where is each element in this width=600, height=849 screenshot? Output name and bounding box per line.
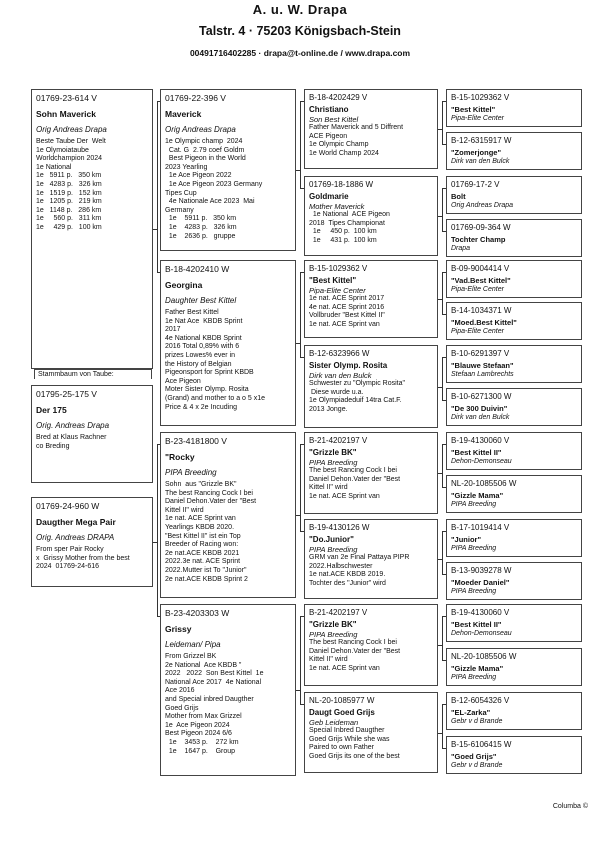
bird-detail-line: Beste Taube Der Welt — [36, 138, 106, 145]
ring-number: B-21-4202197 V — [309, 436, 368, 445]
bird-name: "Blauwe Stefaan" — [451, 361, 514, 370]
ring-number: B-12-6323966 W — [309, 349, 370, 358]
connector-line — [300, 444, 304, 445]
bird-detail-line: Father Maverick and 5 Diffrent — [309, 124, 404, 131]
breeder-contact: 00491716402285 · drapa@t-online.de / www.drapa.com — [189, 48, 411, 58]
connector-line — [442, 272, 443, 315]
bird-detail-line: 2022.Mutter ist To "Junior" — [165, 566, 247, 574]
breeder-address: Talstr. 4 · 75203 Königsbach-Stein — [199, 24, 401, 38]
connector-line — [442, 144, 446, 145]
connector-line — [442, 660, 446, 661]
pedigree-card-gg1 — [304, 89, 438, 169]
ring-number: NL-20-1085506 W — [451, 652, 517, 661]
bird-detail-line: 1e World Champ 2024 — [309, 149, 379, 157]
bird-detail-line: prizes Lowes% ever in — [165, 351, 236, 359]
bird-detail-line: 1e 1205 p. 219 km — [36, 198, 102, 206]
bird-name: Goldmarie — [309, 192, 349, 201]
bird-detail-line: 2022.3e nat. ACE Sprint — [165, 558, 241, 566]
connector-line — [442, 444, 446, 445]
bird-detail-line: 2024 01769-24-616 — [36, 563, 100, 571]
pedigree-card-ggg15 — [446, 692, 582, 730]
bird-origin: Geb Leideman — [309, 718, 359, 727]
pedigree-card-ggg6 — [446, 302, 582, 340]
bird-name: Tochter Champ — [451, 235, 506, 244]
bird-detail-line: 1e National — [36, 163, 72, 171]
connector-line — [300, 531, 304, 532]
bird-detail-line: 2017 — [165, 326, 181, 334]
ring-number: B-18-4202429 V — [309, 93, 368, 102]
bird-name: "EL-Zarka" — [451, 708, 491, 717]
connector-line — [300, 616, 301, 705]
bird-name: "Moeder Daniel" — [451, 578, 510, 587]
ring-number: B-12-6054326 V — [451, 696, 510, 705]
ring-number: B-12-6315917 W — [451, 136, 512, 145]
bird-origin: Daughter Best Kittel — [165, 296, 237, 305]
ring-number: B-23-4203303 W — [165, 608, 230, 618]
ring-number: B-15-1029362 V — [309, 264, 368, 273]
pedigree-card-ggg1 — [446, 89, 582, 127]
bird-origin: PIPA Breeding — [451, 673, 497, 681]
pedigree-card-ggg8 — [446, 388, 582, 426]
bird-detail-line: Mother from Max Grizzel — [165, 713, 242, 721]
breeder-name: A. u. W. Drapa — [252, 2, 348, 17]
pedigree-card-ggg10 — [446, 475, 582, 513]
bird-origin: Drapa — [451, 244, 471, 252]
bird-origin: PIPA Breeding — [309, 545, 358, 554]
bird-origin: Dehon-Demonseau — [451, 457, 512, 465]
connector-line — [442, 272, 446, 273]
ring-number: B-21-4202197 V — [309, 608, 368, 617]
bird-detail-line: Goed Grijs — [165, 704, 199, 712]
connector-line — [300, 616, 304, 617]
bird-origin: Dirk van den Bulck — [451, 157, 510, 165]
bird-detail-line: 1e 5911 p. 350 km — [165, 215, 237, 223]
bird-name: Sister Olymp. Rosita — [309, 361, 388, 370]
bird-detail-line: 4e Nationale Ace 2023 Mai — [165, 198, 255, 206]
bird-origin: Stefaan Lambrechts — [451, 370, 514, 378]
bird-detail-line: 1e 1148 p. 286 km — [36, 206, 102, 214]
bird-detail-line: 2022.Halbschwester — [309, 562, 373, 570]
bird-origin: Orig Andreas Drapa — [165, 125, 236, 134]
bird-detail-line: 1e Ace Pigeon 2023 Germany — [165, 180, 263, 188]
bird-detail-line: From Grizzel BK — [165, 653, 217, 660]
pedigree-card-gg4 — [304, 345, 438, 428]
connector-line — [442, 188, 443, 232]
pedigree-card-ggg2 — [446, 132, 582, 170]
connector-line — [442, 444, 443, 488]
bird-detail-line: (Grand) and mother to a o 5 x1e — [165, 394, 265, 402]
ring-number: B-15-6106415 W — [451, 740, 512, 749]
ring-number: B-18-4202410 W — [165, 264, 230, 274]
bird-detail-line: 1e 429 p. 100 km — [36, 223, 102, 231]
pedigree-card-ggg9 — [446, 432, 582, 470]
bird-origin: Pipa-Elite Center — [451, 114, 504, 122]
connector-line — [157, 616, 160, 617]
ring-number: 01795-25-175 V — [36, 389, 97, 399]
bird-origin: PIPA Breeding — [165, 468, 217, 477]
bird-detail-line: 1e 1519 p. 152 km — [36, 189, 102, 197]
footer-credit: Columba © — [552, 803, 588, 810]
ring-number: B-19-4130060 V — [451, 608, 510, 617]
connector-line — [442, 400, 446, 401]
bird-detail-line: 2013 Jonge. — [309, 405, 348, 413]
connector-line — [300, 357, 304, 358]
ring-number: 01769-09-364 W — [451, 223, 511, 232]
bird-detail-line: 1e Ace Pigeon 2022 — [165, 172, 232, 180]
pedigree-card-ggg16 — [446, 736, 582, 774]
ring-number: B-10-6291397 V — [451, 349, 510, 358]
bird-detail-line: "Best Kittel II" ist ein Top — [165, 532, 241, 540]
connector-line — [442, 574, 446, 575]
bird-detail-line: Paired to own Father — [309, 744, 374, 752]
bird-detail-line: 2e nat.ACE KBDB Sprint 2 — [165, 575, 248, 583]
pedigree-card-gg3 — [304, 260, 438, 338]
bird-origin: Dirk van den Bulck — [309, 371, 372, 380]
pedigree-card-g3 — [160, 432, 296, 598]
ring-number: B-19-4130060 V — [451, 436, 510, 445]
pedigree-card-center — [31, 385, 153, 483]
connector-line — [300, 444, 301, 532]
bird-detail-line: The best Rancing Cock I bei — [165, 489, 253, 497]
connector-line — [157, 272, 160, 273]
connector-line — [442, 101, 446, 102]
bird-detail-line: 1e 5911 p. 350 km — [36, 172, 102, 180]
bird-name: Christiano — [309, 105, 349, 114]
bird-detail-line: Kittel II" wird — [309, 656, 348, 664]
bird-detail-line: 4e nat. ACE Sprint 2016 — [309, 303, 385, 311]
bird-detail-line: 1e Olympic champ 2024 — [165, 138, 243, 145]
bird-detail-line: Yearlings KBDB 2020. — [165, 523, 235, 531]
bird-detail-line: Germany — [165, 206, 194, 214]
ring-number: 01769-23-614 V — [36, 93, 97, 103]
connector-line — [300, 272, 304, 273]
bird-origin: Dehon-Demonseau — [451, 629, 512, 637]
bird-detail-line: 1e Nat Ace KBDB Sprint — [165, 317, 243, 325]
bird-origin: PIPA Breeding — [451, 544, 497, 552]
connector-line — [442, 314, 446, 315]
bird-detail-line: Kittel II" wird — [165, 506, 204, 514]
bird-detail-line: The best Rancing Cock I bei — [309, 467, 397, 474]
bird-detail-line: ACE Pigeon — [309, 132, 348, 140]
bird-origin: Mother Maverick — [309, 202, 365, 211]
connector-line — [300, 272, 301, 358]
bird-detail-line: 2023 Yearling — [165, 163, 208, 171]
bird-detail-line: GRM van 2e Final Pattaya PIPR — [309, 554, 410, 561]
bird-name: Grissy — [165, 624, 192, 634]
bird-origin: Pipa-Elite Center — [451, 327, 504, 335]
bird-detail-line: 1e 2636 p. gruppe — [165, 232, 236, 240]
bird-origin: Gebr v d Brande — [451, 761, 503, 769]
bird-origin: Dirk van den Bulck — [451, 413, 510, 421]
bird-detail-line: Daniel Dehon.Vater der "Best — [165, 498, 257, 506]
bird-detail-line: Pigeonsport for Sprint KBDB — [165, 369, 254, 377]
connector-line — [157, 444, 158, 617]
connector-line — [442, 704, 446, 705]
bird-detail-line: The best Rancing Cock I bei — [309, 639, 397, 646]
ring-number: B-23-4181800 V — [165, 436, 227, 446]
ring-number: B-10-6271300 W — [451, 392, 512, 401]
connector-line — [442, 357, 446, 358]
connector-line — [157, 444, 160, 445]
pedigree-card-g1 — [160, 89, 296, 251]
pedigree-card-ggg4 — [446, 219, 582, 257]
bird-name: "Grizzle BK" — [309, 448, 357, 457]
ring-number: B-13-9039278 W — [451, 566, 512, 575]
bird-origin: Pipa-Elite Center — [451, 285, 504, 293]
ring-number: B-15-1029362 V — [451, 93, 510, 102]
connector-line — [300, 704, 304, 705]
bird-name: "Gizzle Mama" — [451, 491, 504, 500]
bird-detail-line: 1e 4283 p. 326 km — [165, 223, 237, 231]
connector-line — [157, 101, 160, 102]
bird-detail-line: Sohn aus "Grizzle BK" — [165, 481, 237, 488]
ring-number: NL-20-1085977 W — [309, 696, 375, 705]
pedigree-card-ggg13 — [446, 604, 582, 642]
bird-detail-line: 2e nat.ACE KBDB 2021 — [165, 549, 240, 557]
bird-origin: Pipa-Elite Center — [309, 286, 366, 295]
bird-origin: PIPA Breeding — [451, 500, 497, 508]
pedigree-label: Stammbaum von Taube: — [34, 369, 152, 379]
pedigree-card-ggg5 — [446, 260, 582, 298]
bird-detail-line: From sper Pair Rocky — [36, 546, 104, 553]
bird-detail-line: Goed Grijs While she was — [309, 735, 390, 743]
bird-name: "Grizzle BK" — [309, 620, 357, 629]
bird-origin: Son Best Kittel — [309, 115, 359, 124]
ring-number: B-19-4130126 W — [309, 523, 370, 532]
pedigree-card-gg8 — [304, 692, 438, 773]
bird-name: Maverick — [165, 109, 202, 119]
bird-detail-line: 1e 450 p. 100 km — [309, 228, 377, 236]
bird-detail-line: Cat. G 2.79 coef Goldm — [165, 146, 245, 154]
ring-number: 01769-22-396 V — [165, 93, 226, 103]
bird-detail-line: 1e 3453 p. 272 km — [165, 738, 239, 746]
pedigree-card-ggg7 — [446, 345, 582, 383]
pedigree-card-ggg14 — [446, 648, 582, 686]
bird-detail-line: Father Best Kittel — [165, 309, 219, 316]
bird-name: "Do.Junior" — [309, 535, 354, 544]
pedigree-card-gg7 — [304, 604, 438, 686]
bird-detail-line: 1e National ACE Pigeon — [309, 211, 390, 218]
ring-number: 01769-17-2 V — [451, 180, 500, 189]
bird-detail-line: 1e Olympic Champ — [309, 141, 369, 149]
bird-detail-line: 1e Ace Pigeon 2024 — [165, 721, 230, 729]
bird-detail-line: 1e nat.ACE KBDB 2019. — [309, 571, 386, 579]
bird-name: "De 300 Duivin" — [451, 404, 508, 413]
connector-line — [300, 188, 304, 189]
bird-origin: Orig. Andreas Drapa — [36, 421, 110, 430]
bird-origin: PIPA Breeding — [309, 458, 358, 467]
bird-name: "Goed Grijs" — [451, 752, 497, 761]
bird-name: Daugther Mega Pair — [36, 517, 116, 527]
ring-number: B-09-9004414 V — [451, 264, 510, 273]
connector-line — [300, 101, 301, 189]
bird-origin: Orig Andreas Drapa — [36, 125, 107, 134]
bird-detail-line: Ace Pigeon — [165, 377, 201, 385]
bird-name: Georgina — [165, 280, 203, 290]
connector-line — [442, 531, 446, 532]
connector-line — [442, 748, 446, 749]
bird-name: "Best Kittel" — [309, 276, 357, 285]
bird-detail-line: 4e National KBDB Sprint — [165, 334, 242, 342]
pedigree-card-gg2 — [304, 176, 438, 256]
bird-origin: Gebr v d Brande — [451, 717, 503, 725]
ring-number: 01769-18-1886 W — [309, 180, 374, 189]
bird-name: "Gizzle Mama" — [451, 664, 504, 673]
bird-origin: Leideman/ Pipa — [165, 640, 221, 649]
bird-detail-line: 2016 Total 0,89% with 6 — [165, 343, 240, 351]
bird-detail-line: Ace 2016 — [165, 687, 195, 695]
bird-detail-line: 1e nat. ACE Sprint van — [309, 664, 380, 672]
bird-detail-line: 1e 1647 p. Group — [165, 747, 236, 755]
ring-number: 01769-24-960 W — [36, 501, 100, 511]
connector-line — [442, 487, 446, 488]
bird-detail-line: Kittel II" wird — [309, 484, 348, 492]
bird-origin: PIPA Breeding — [309, 630, 358, 639]
bird-detail-line: 1e Olympiadeduif 14tra Cat.F. — [309, 397, 402, 405]
pedigree-card-g4 — [160, 604, 296, 776]
bird-detail-line: Price & 4 x 2e Incuding — [165, 403, 237, 411]
bird-detail-line: Tochter des "Junior" wird — [309, 579, 386, 587]
ring-number: B-17-1019414 V — [451, 523, 510, 532]
bird-name: "Moed.Best Kittel" — [451, 318, 517, 327]
connector-line — [442, 531, 443, 575]
pedigree-card-dam — [31, 497, 153, 587]
bird-detail-line: 1e nat. ACE Sprint van — [309, 320, 380, 328]
bird-detail-line: Daniel Dehon.Vater der "Best — [309, 475, 401, 483]
bird-name: "Best Kittel II" — [451, 620, 502, 629]
bird-name: "Best Kittel" — [451, 105, 496, 114]
pedigree-card-ggg12 — [446, 562, 582, 600]
bird-detail-line: co Breding — [36, 442, 70, 450]
bird-name: "Zomerjonge" — [451, 148, 502, 157]
bird-detail-line: 2e National Ace KBDB " — [165, 661, 242, 669]
connector-line — [442, 188, 446, 189]
bird-name: "Vad.Best Kittel" — [451, 276, 511, 285]
pedigree-card-gg6 — [304, 519, 438, 599]
bird-detail-line: Schwester zu "Olympic Rosita" — [309, 380, 405, 387]
pedigree-card-g2 — [160, 260, 296, 426]
bird-detail-line: 2018 Tipes Championat — [309, 219, 385, 227]
bird-detail-line: Breeder of Racing won: — [165, 541, 239, 549]
bird-name: "Junior" — [451, 535, 482, 544]
bird-detail-line: Daniel Dehon.Vater der "Best — [309, 647, 401, 655]
connector-line — [300, 101, 304, 102]
bird-detail-line: 1e nat. ACE Sprint van — [309, 492, 380, 500]
connector-line — [442, 101, 443, 145]
bird-name: Bolt — [451, 192, 466, 201]
bird-detail-line: x Grissy Mother from the best — [36, 554, 130, 562]
bird-origin: PIPA Breeding — [451, 587, 497, 595]
bird-detail-line: Special Inbred Daugther — [309, 727, 385, 734]
bird-origin: Orig Andreas Drapa — [451, 201, 513, 209]
bird-name: "Best Kittel II" — [451, 448, 502, 457]
bird-detail-line: Best Pigeon 2024 6/6 — [165, 730, 232, 738]
bird-detail-line: 1e 560 p. 311 km — [36, 215, 102, 223]
bird-detail-line: Best Pigeon in the World — [165, 155, 246, 163]
bird-detail-line: 1e nat. ACE Sprint van — [165, 515, 236, 523]
bird-detail-line: National Ace 2017 4e National — [165, 678, 262, 686]
bird-detail-line: the History of Belgian — [165, 360, 232, 368]
bird-detail-line: Tipes Cup — [165, 189, 197, 197]
bird-detail-line: 1e 431 p. 100 km — [309, 236, 377, 244]
pedigree-card-sire — [31, 89, 153, 369]
bird-detail-line: Worldchampion 2024 — [36, 155, 103, 163]
connector-line — [442, 616, 443, 661]
bird-detail-line: 2022 2022 Son Best Kittel 1e — [165, 670, 264, 678]
connector-line — [442, 357, 443, 401]
bird-name: Der 175 — [36, 405, 67, 415]
bird-detail-line: and Special inbred Daugther — [165, 695, 254, 703]
pedigree-card-ggg3 — [446, 176, 582, 214]
bird-name: Daugt Goed Grijs — [309, 708, 375, 717]
bird-detail-line: 1e Olymoiataube — [36, 146, 89, 154]
connector-line — [442, 616, 446, 617]
bird-detail-line: Bred at Klaus Rachner — [36, 434, 107, 441]
bird-name: Sohn Maverick — [36, 109, 96, 119]
bird-detail-line: Vollbruder "Best Kittel II" — [309, 312, 385, 320]
bird-detail-line: Goed Grijs its one of the best — [309, 752, 400, 760]
bird-detail-line: 1e nat. ACE Sprint 2017 — [309, 295, 385, 302]
pedigree-card-ggg11 — [446, 519, 582, 557]
ring-number: NL-20-1085506 W — [451, 479, 517, 488]
bird-detail-line: Moter Sister Olymp. Rosita — [165, 386, 249, 394]
bird-name: "Rocky — [165, 452, 195, 462]
connector-line — [442, 704, 443, 749]
ring-number: B-14-1034371 W — [451, 306, 512, 315]
bird-origin: Orig. Andreas DRAPA — [36, 533, 115, 542]
connector-line — [157, 101, 158, 273]
pedigree-card-gg5 — [304, 432, 438, 514]
bird-detail-line: 1e 4283 p. 326 km — [36, 180, 102, 188]
connector-line — [442, 231, 446, 232]
bird-detail-line: Diese wurde u.a. — [309, 388, 364, 396]
